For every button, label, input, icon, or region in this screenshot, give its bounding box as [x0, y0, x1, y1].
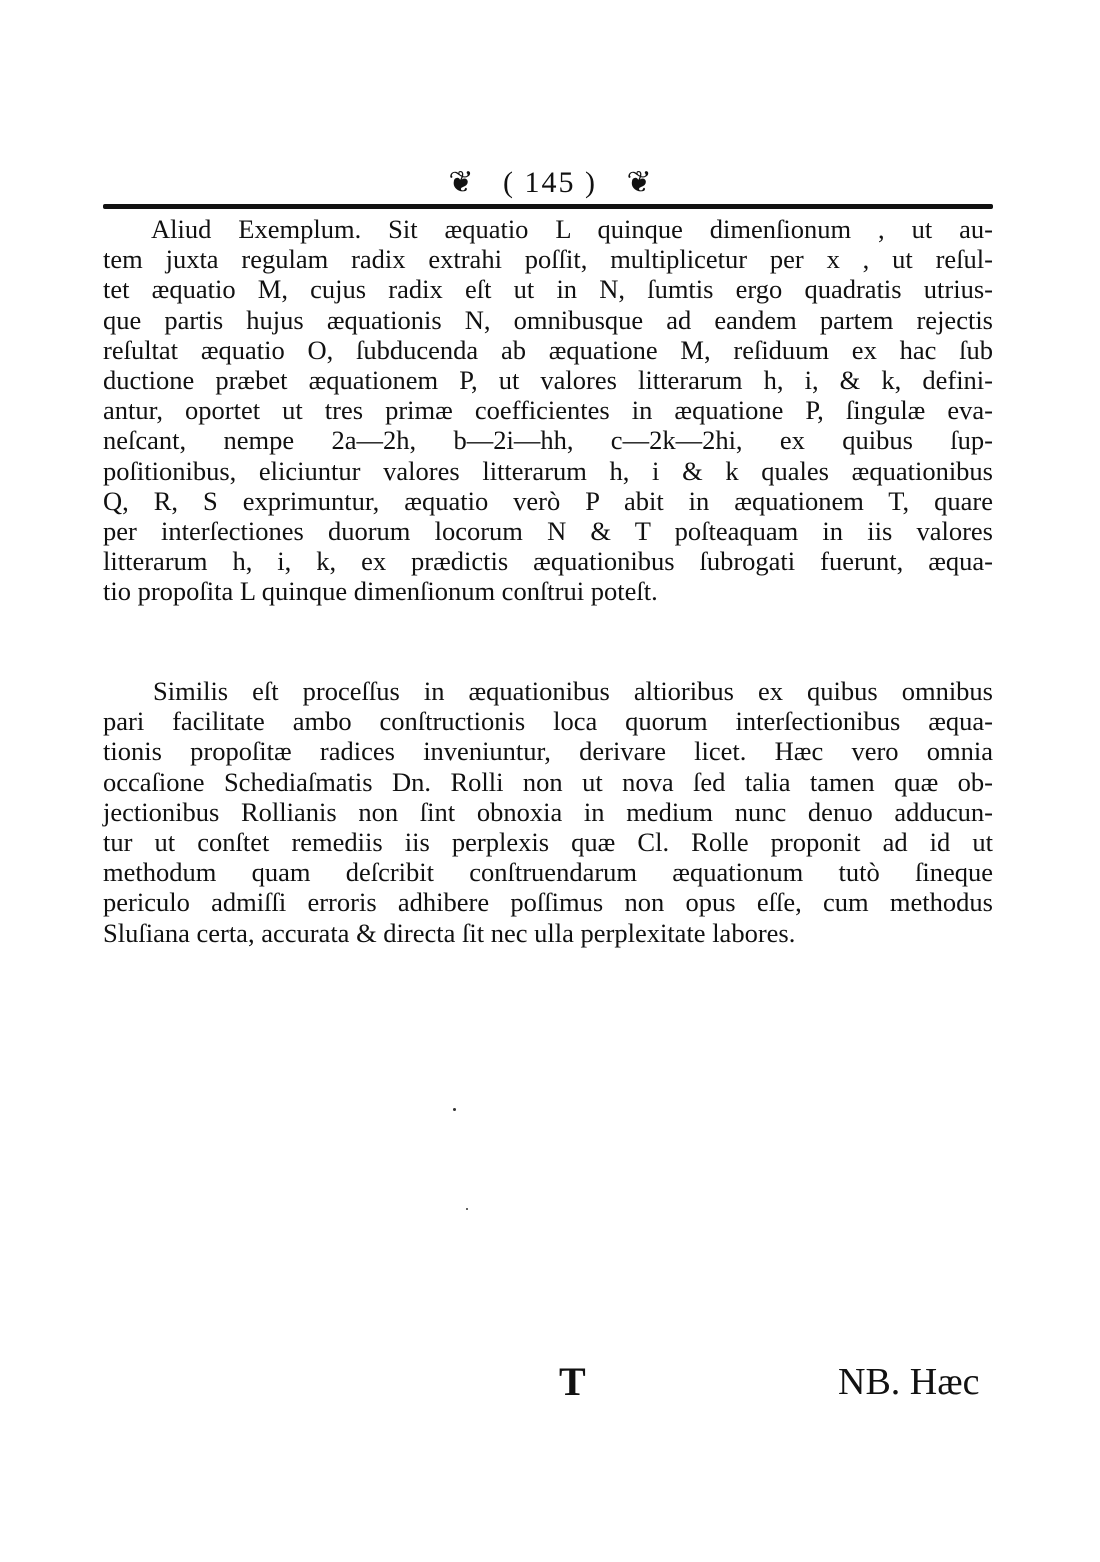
text-line: tio propoſita L quinque dimenſionum conſtrui poteſt.: [103, 576, 658, 607]
text-line: periculo admiſſi erroris adhibere poſſimus non opus eſſe, cum methodus: [103, 887, 993, 918]
text-line: pari facilitate ambo conſtructionis loca quorum interſectionibus æqua-: [103, 706, 993, 737]
text-line: tet æquatio M, cujus radix eſt ut in N, ſumtis ergo quadratis utrius-: [103, 274, 993, 305]
fleuron-icon: ❦: [626, 166, 652, 199]
text-line: neſcant, nempe 2a—2h, b—2i—hh, c—2k—2hi, ex quibus ſup-: [103, 425, 993, 456]
paragraph-similis: [103, 676, 993, 948]
text-line: Aliud Exemplum. Sit æquatio L quinque dimenſionum , ut au-: [151, 214, 993, 244]
text-line: litterarum h, i, k, ex prædictis æquationibus ſubrogati fuerunt, æqua-: [103, 546, 993, 577]
text-line: ductione præbet æquationem P, ut valores litterarum h, i, & k, defini-: [103, 364, 993, 395]
text-line: Q, R, S exprimuntur, æquatio verò P abit in æquationem T, quare: [103, 485, 993, 516]
text-line: Similis eſt proceſſus in æquationibus altioribus ex quibus omnibus: [153, 676, 993, 706]
text-line: Sluſiana certa, accurata & directa ſit nec ulla perplexitate labores.: [103, 917, 796, 948]
ink-speck: [466, 1208, 468, 1210]
text-line: reſultat æquatio O, ſubducenda ab æquatione M, reſiduum ex hac ſub: [103, 334, 993, 365]
catchword: NB. Hæc: [838, 1361, 980, 1403]
text-line: per interſectiones duorum locorum N & T poſteaquam in iis valores: [103, 515, 993, 546]
text-line: tem juxta regulam radix extrahi poſſit, multiplicetur per x , ut reſul-: [103, 244, 993, 275]
text-line: occaſione Schediaſmatis Dn. Rolli non ut nova ſed talia tamen quæ ob-: [103, 766, 993, 797]
text-line: jectionibus Rollianis non ſint obnoxia in medium nunc denuo adducun-: [103, 796, 993, 827]
fleuron-icon: ❦: [448, 166, 474, 199]
ink-speck: [453, 1108, 456, 1111]
text-line: tur ut conſtet remediis iis perplexis quæ Cl. Rolle proponit ad id ut: [103, 826, 993, 857]
text-line: poſitionibus, eliciuntur valores litterarum h, i & k quales æquationibus: [103, 455, 993, 486]
text-line: antur, oportet ut tres primæ coefficientes in æquatione P, ſingulæ eva-: [103, 395, 993, 426]
text-line: que partis hujus æquationis N, omnibusque ad eandem partem rejectis: [103, 304, 993, 335]
signature-mark: T: [559, 1359, 586, 1404]
paragraph-aliud-exemplum: [103, 214, 993, 606]
text-line: tionis propoſitæ radices inveniuntur, derivare licet. Hæc vero omnia: [103, 736, 993, 767]
header-rule: [103, 204, 993, 209]
running-head: [0, 166, 1100, 200]
page-number: ( 145 ): [503, 166, 597, 199]
text-line: methodum quam deſcribit conſtruendarum æquationum tutò ſineque: [103, 857, 993, 888]
